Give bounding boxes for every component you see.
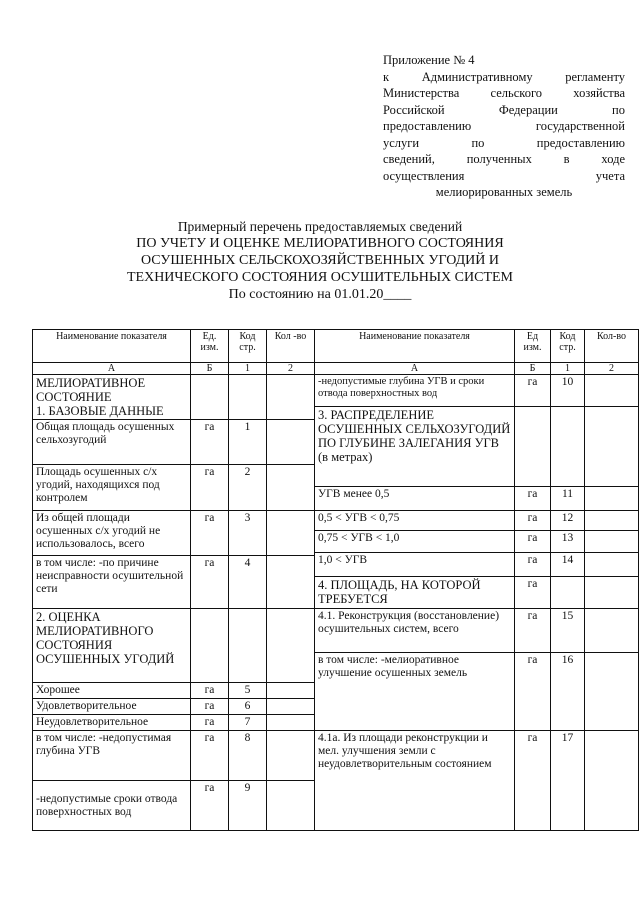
row-name: 0,75 < УГВ < 1,0 — [315, 531, 515, 553]
col-letter: 2 — [267, 363, 315, 375]
section-title: 2. ОЦЕНКА МЕЛИОРАТИВНОГО СОСТОЯНИЯ ОСУШЕННЫХ УГОДИЙ — [33, 609, 191, 683]
unit-cell: га — [191, 781, 229, 831]
unit-cell: га — [191, 699, 229, 715]
value-cell — [267, 683, 315, 699]
code-cell — [551, 577, 585, 609]
code-cell: 13 — [551, 531, 585, 553]
value-cell — [585, 553, 639, 577]
row-name: 4.1. Реконструкция (восстановление) осушительных систем, всего — [315, 609, 515, 653]
code-cell: 5 — [229, 683, 267, 699]
header-line: Приложение № 4 — [383, 53, 475, 67]
table-row — [33, 511, 639, 531]
row-name: Удовлетворительное — [33, 699, 191, 715]
value-cell — [585, 511, 639, 531]
col-header: Кол-во — [585, 330, 639, 363]
unit-cell: га — [515, 731, 551, 831]
title-line: Примерный перечень предоставляемых сведений — [177, 219, 463, 234]
col-header: Наименование показателя — [33, 330, 191, 363]
col-letter: Б — [191, 363, 229, 375]
header-line: мелиорированных земель — [435, 185, 573, 199]
unit-cell: га — [515, 553, 551, 577]
col-letter: 1 — [229, 363, 267, 375]
code-cell: 16 — [551, 653, 585, 731]
value-cell — [267, 731, 315, 781]
code-cell: 11 — [551, 487, 585, 511]
value-cell — [585, 609, 639, 653]
title-date-line: По состоянию на 01.01.20____ — [228, 287, 412, 302]
letters-row — [33, 363, 639, 375]
section-title: 3. РАСПРЕДЕЛЕНИЕ ОСУШЕННЫХ СЕЛЬХОЗУГОДИЙ ПО ГЛУБИНЕ ЗАЛЕГАНИЯ УГВ (в метрах) — [315, 407, 515, 487]
code-cell: 3 — [229, 511, 267, 556]
header-line: Министерства сельского хозяйства — [383, 86, 625, 100]
document-title — [0, 218, 640, 303]
col-letter: А — [315, 363, 515, 375]
table-row — [33, 375, 639, 407]
code-cell: 6 — [229, 699, 267, 715]
row-name: Из общей площади осушенных с/х угодий не использовалось, всего — [33, 511, 191, 556]
unit-cell: га — [191, 683, 229, 699]
value-cell — [585, 531, 639, 553]
row-name: Хорошее — [33, 683, 191, 699]
section-title: 4. ПЛОЩАДЬ, НА КОТОРОЙ ТРЕБУЕТСЯ — [315, 577, 515, 609]
indicators-table — [32, 329, 639, 831]
value-cell — [267, 511, 315, 556]
code-cell: 8 — [229, 731, 267, 781]
unit-cell: га — [515, 375, 551, 407]
row-name: в том числе: -по причине неисправности осушительной сети — [33, 556, 191, 609]
table-row — [33, 609, 639, 653]
col-letter: А — [33, 363, 191, 375]
col-header: Код стр. — [551, 330, 585, 363]
table-row — [33, 731, 639, 781]
value-cell — [585, 487, 639, 511]
col-letter: 1 — [551, 363, 585, 375]
title-line: ОСУШЕННЫХ СЕЛЬСКОХОЗЯЙСТВЕННЫХ УГОДИЙ И — [140, 253, 499, 268]
code-cell: 15 — [551, 609, 585, 653]
title-line: ТЕХНИЧЕСКОГО СОСТОЯНИЯ ОСУШИТЕЛЬНЫХ СИСТЕМ — [126, 270, 513, 285]
section-title — [33, 375, 191, 420]
row-name: Общая площадь осушенных сельхозугодий — [33, 420, 191, 465]
unit-cell: га — [191, 511, 229, 556]
unit-cell: га — [191, 420, 229, 465]
col-header: Ед. изм. — [191, 330, 229, 363]
header-line: осуществления учета — [383, 168, 625, 183]
value-cell — [267, 781, 315, 831]
section-subheading: 1. БАЗОВЫЕ ДАННЫЕ — [36, 404, 164, 418]
unit-cell: га — [515, 511, 551, 531]
row-name: 4.1а. Из площади реконструкции и мел. улучшения земли с неудовлетворительным состоянием — [315, 731, 515, 831]
row-name: -недопустимые глубина УГВ и сроки отвода поверхностных вод — [315, 375, 515, 407]
row-name: 0,5 < УГВ < 0,75 — [315, 511, 515, 531]
header-line: сведений, полученных в ходе — [383, 152, 625, 166]
value-cell — [585, 653, 639, 731]
row-name: УГВ менее 0,5 — [315, 487, 515, 511]
code-cell: 12 — [551, 511, 585, 531]
unit-cell: га — [515, 653, 551, 731]
value-cell — [585, 577, 639, 609]
code-cell: 1 — [229, 420, 267, 465]
code-cell: 14 — [551, 553, 585, 577]
unit-cell: га — [515, 609, 551, 653]
value-cell — [267, 420, 315, 465]
unit-cell: га — [191, 556, 229, 609]
row-name: Площадь осушенных с/х угодий, находящихся под контролем — [33, 465, 191, 511]
title-line: ПО УЧЕТУ И ОЦЕНКЕ МЕЛИОРАТИВНОГО СОСТОЯНИЯ — [136, 236, 504, 251]
code-cell: 2 — [229, 465, 267, 511]
col-letter: Б — [515, 363, 551, 375]
row-name: в том числе: -мелиоративное улучшение осушенных земель — [315, 653, 515, 731]
value-cell — [267, 715, 315, 731]
header-line: услуги по предоставлению — [383, 135, 625, 150]
col-header: Ед изм. — [515, 330, 551, 363]
row-name: 1,0 < УГВ — [315, 553, 515, 577]
code-cell: 9 — [229, 781, 267, 831]
unit-cell: га — [191, 465, 229, 511]
code-cell: 17 — [551, 731, 585, 831]
unit-cell: га — [515, 531, 551, 553]
table-header-row — [33, 330, 639, 363]
value-cell — [585, 375, 639, 407]
value-cell — [267, 556, 315, 609]
code-cell: 4 — [229, 556, 267, 609]
section-heading: МЕЛИОРАТИВНОЕ СОСТОЯНИЕ — [36, 376, 146, 404]
col-header: Код стр. — [229, 330, 267, 363]
code-cell: 7 — [229, 715, 267, 731]
row-name: Неудовлетворительное — [33, 715, 191, 731]
col-header: Кол -во — [267, 330, 315, 363]
appendix-header — [383, 52, 625, 201]
row-name: -недопустимые сроки отвода поверхностных вод — [33, 781, 191, 831]
value-cell — [585, 731, 639, 831]
unit-cell: га — [515, 577, 551, 609]
row-name: в том числе: -недопустимая глубина УГВ — [33, 731, 191, 781]
value-cell — [267, 699, 315, 715]
unit-cell: га — [515, 487, 551, 511]
header-line: к Административному регламенту — [383, 69, 625, 84]
value-cell — [267, 465, 315, 511]
col-header: Наименование показателя — [315, 330, 515, 363]
unit-cell: га — [191, 731, 229, 781]
col-letter: 2 — [585, 363, 639, 375]
unit-cell: га — [191, 715, 229, 731]
header-line: предоставлению государственной — [383, 119, 625, 133]
header-line: Российской Федерации по — [383, 102, 625, 117]
code-cell: 10 — [551, 375, 585, 407]
